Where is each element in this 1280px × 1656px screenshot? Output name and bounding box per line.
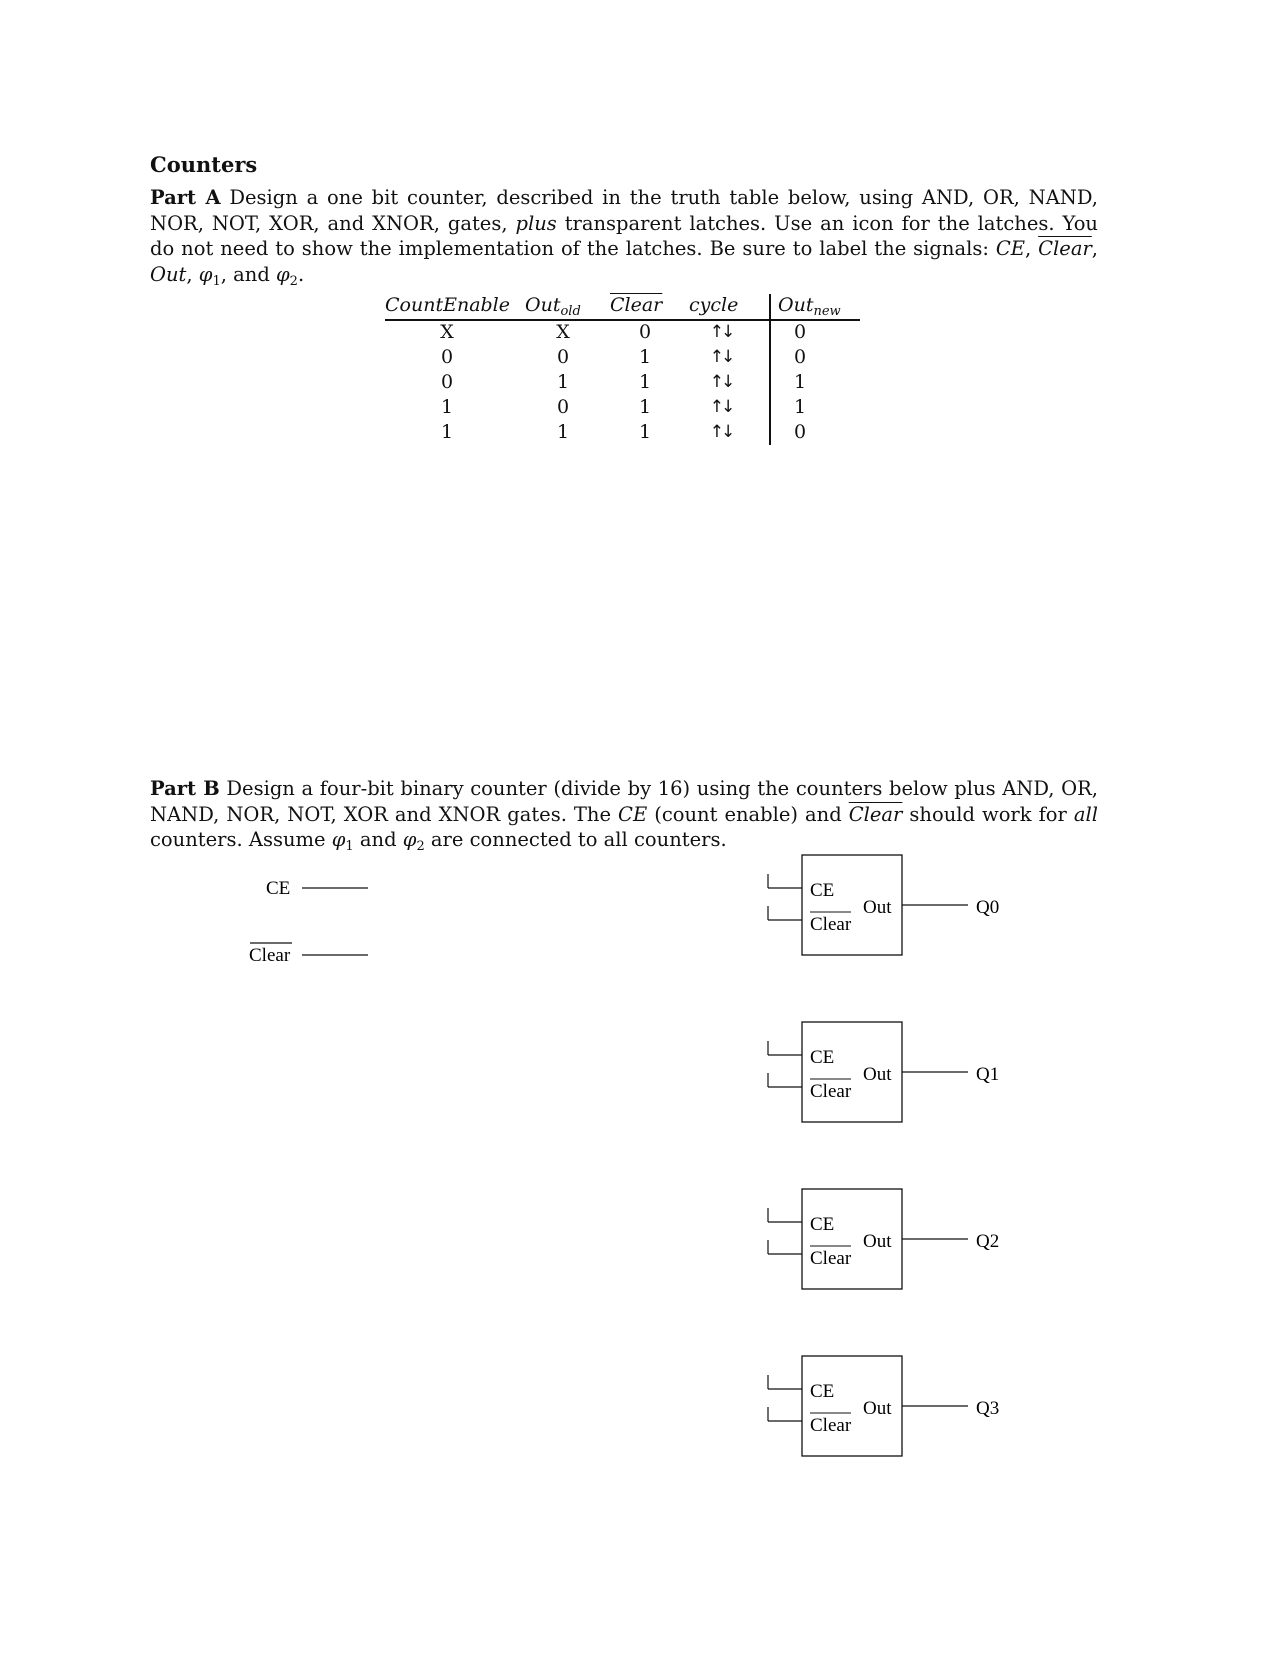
cell-clear: 0 [638,321,652,343]
signal-phi1: φ [198,262,213,286]
part-b-phi1-sub: 1 [345,839,354,854]
cell-new: 0 [793,321,807,343]
cell-old: 0 [556,346,570,368]
header-out-old-sub: old [560,304,581,319]
part-a-plus: plus [515,211,557,235]
signal-clear: Clear [1038,237,1092,260]
cell-ce: 1 [440,421,454,443]
cell-ce: 1 [440,396,454,418]
part-b-clear: Clear [848,802,903,826]
cell-old: X [556,321,570,343]
part-a-paragraph: Part A Design a one bit counter, described in the truth table below, using AND, OR, NAND, NOR, NOT, XOR, and XNOR, gates, plus transparent latches. Use an icon for the latches. You do not need to show the implementation of the latches. Be sure to label the signals: CE, Clear, Out, $\varphi_1$, and $\varphi_2$. [150,186,1098,289]
counter-block [768,855,999,955]
cell-new: 1 [793,371,807,393]
cell-cycle: ↑↓ [709,372,733,392]
part-a-text-1: Design a one bit counter, described in the truth table below, using AND, OR, NAND, NOR, NOT, XOR, and XNOR, gates, [150,186,1098,235]
counter-out-label: Out [863,1398,892,1419]
counter-out-label: Out [863,897,892,918]
input-clear-label: Clear [249,945,291,966]
cell-clear: 1 [638,346,652,368]
cell-cycle: ↑↓ [709,397,733,417]
counter-clear-label: Clear [810,1081,852,1102]
counter-ce-label: CE [810,1381,835,1402]
cell-new: 1 [793,396,807,418]
cell-cycle: ↑↓ [709,422,733,442]
cell-old: 0 [556,396,570,418]
part-b-ce: CE [618,802,648,826]
part-b-all: all [1073,802,1098,826]
header-count-enable: CountEnable [385,294,511,316]
part-b-text-5: are connected to all counters. [424,828,727,851]
header-clear: Clear [610,294,663,316]
header-out-old-text: Out [525,294,561,316]
signal-out: Out [150,262,187,286]
section-title: Counters [150,152,258,177]
part-b-label: Part B [150,777,220,800]
part-b-text-3: should work for [902,802,1074,826]
cell-cycle: ↑↓ [709,347,733,367]
header-out-new-sub: new [813,304,841,319]
counter-clear-label: Clear [810,1248,852,1269]
cell-ce: X [440,321,454,343]
signal-ce: CE [995,237,1025,260]
counter-block [768,1356,999,1456]
signal-phi2: φ [276,262,290,286]
header-cycle: cycle [689,294,739,316]
output-q2-label: Q2 [976,1231,1000,1252]
signal-phi1-sub: 1 [212,273,221,289]
cell-old: 1 [556,371,570,393]
cell-ce: 0 [440,371,454,393]
output-q1-label: Q1 [976,1064,1000,1085]
part-b-phi1: φ [331,828,346,851]
counter-ce-label: CE [810,1214,835,1235]
cell-clear: 1 [638,421,652,443]
cell-new: 0 [793,346,807,368]
part-a-text-2: transparent latches. Use an icon for the latches. You do not need to show the implementation of the latches. Be sure to label the signals: [150,211,1098,260]
part-b-text-1: Design a four-bit binary counter (divide by 16) using the counters below plus AND, OR, NAND, NOR, NOT, XOR and XNOR gates. The [150,777,1098,826]
part-b-phi2-sub: 2 [416,839,425,854]
counter-block [768,1022,999,1122]
part-b-text-4: counters. Assume [150,828,332,851]
part-b-phi2: φ [402,828,417,851]
counter-ce-label: CE [810,1047,835,1068]
part-b-and: and [353,828,403,851]
counter-clear-label: Clear [810,914,852,935]
counter-clear-label: Clear [810,1415,852,1436]
counter-out-label: Out [863,1231,892,1252]
counter-block [768,1189,999,1289]
cell-ce: 0 [440,346,454,368]
part-a-end: . [297,262,305,286]
part-b-text-2: (count enable) and [647,802,849,826]
cell-new: 0 [793,421,807,443]
cell-clear: 1 [638,396,652,418]
output-q0-label: Q0 [976,897,1000,918]
cell-old: 1 [556,421,570,443]
signal-phi2-sub: 2 [289,273,298,289]
part-a-label: Part A [150,186,221,209]
counter-out-label: Out [863,1064,892,1085]
input-ce-label: CE [266,878,291,899]
output-q3-label: Q3 [976,1398,1000,1419]
counter-ce-label: CE [810,880,835,901]
cell-cycle: ↑↓ [709,322,733,342]
cell-clear: 1 [638,371,652,393]
header-out-new-text: Out [778,294,814,316]
part-a-and: , and [220,262,276,286]
